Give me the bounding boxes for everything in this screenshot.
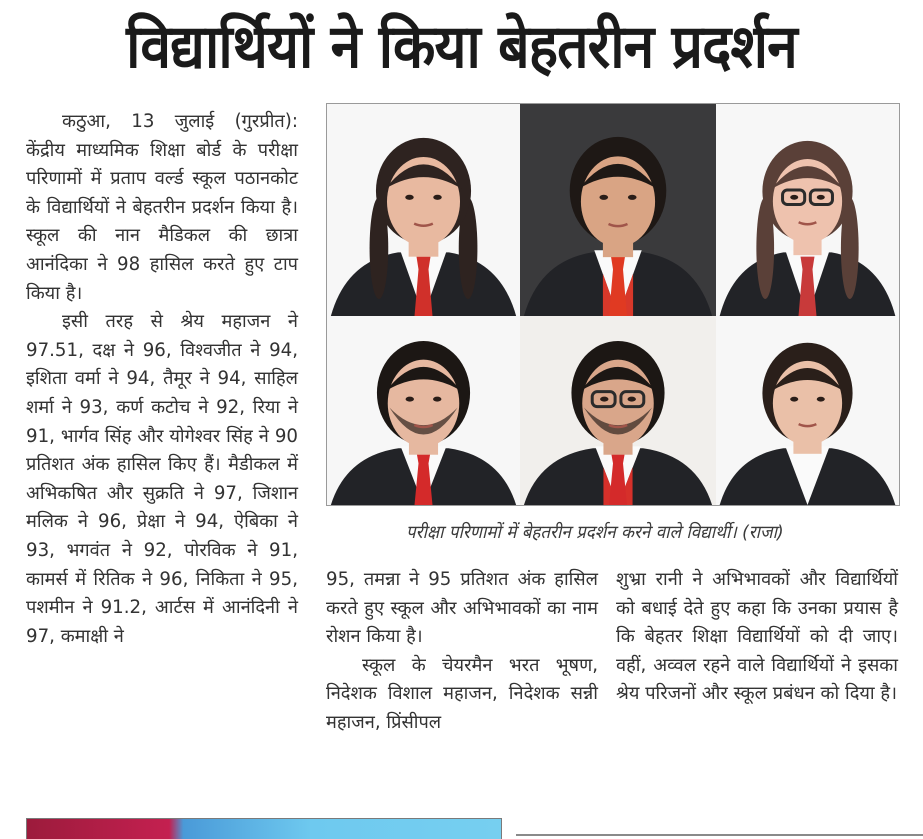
student-photo — [327, 316, 520, 505]
student-photo — [520, 316, 716, 505]
article-paragraph: स्कूल के चेयरमैन भरत भूषण, निदेशक विशाल महाजन, निदेशक सन्नी महाजन, प्रिंसीपल — [326, 654, 598, 733]
next-article-image-strip — [26, 818, 502, 839]
article-column-middle — [326, 566, 598, 738]
student-photo — [716, 316, 899, 505]
student-photo — [520, 104, 716, 316]
article-paragraph: शुभ्रा रानी ने अभिभावकों और विद्यार्थियों को बधाई देते हुए कहा कि उनका प्रयास है कि बेहतर शिक्षा विद्यार्थियों को दी जाए। वहीं, अव्वल रहने वाले विद्यार्थियों ने इसका श्रेय परिजनों और स्कूल प्रबंधन को दिया है। — [616, 569, 898, 705]
article-column-left — [26, 108, 298, 651]
article-paragraph: इसी तरह से श्रेय महाजन ने 97.51, दक्ष ने 96, विश्वजीत ने 94, इशिता वर्मा ने 94, तैमूर ने 94, साहिल शर्मा ने 93, कर्ण कटोच ने 92, रिया ने 91, भार्गव सिंह और योगेश्वर सिंह ने 90 प्रतिशत अंक हासिल किए हैं। मैडीकल में अभिकषित और सुक्रति ने 97, जिशान मलिक ने 96, प्रेक्षा ने 94, ऐबिका ने 93, भगवंत ने 92, पोरविक ने 91, कामर्स में रितिक ने 96, निकिता ने 95, पशमीन ने 91.2, आर्टस में आनंदिनी ने 97, कमाक्षी ने — [26, 311, 298, 647]
headline: विद्यार्थियों ने किया बेहतरीन प्रदर्शन — [126, 12, 797, 82]
student-photo-grid — [326, 103, 900, 506]
article-paragraph: 95, तमन्ना ने 95 प्रतिशत अंक हासिल करते हुए स्कूल और अभिभावकों का नाम रोशन किया है। — [326, 569, 598, 648]
divider — [516, 834, 923, 836]
student-photo — [716, 104, 899, 316]
photo-caption: परीक्षा परिणामों में बेहतरीन प्रदर्शन करने वाले विद्यार्थी। (राजा) — [406, 522, 784, 543]
article-column-right — [616, 566, 898, 709]
dateline: कठुआ, 13 जुलाई (गुरप्रीत): केंद्रीय माध्यमिक शिक्षा बोर्ड के परीक्षा परिणामों में प्रताप वर्ल्ड स्कूल पठानकोट के विद्यार्थियों ने बेहतरीन प्रदर्शन किया है। स्कूल की नान मैडिकल की छात्रा आनंदिका ने 98 हासिल करते हुए टाप किया है। — [26, 111, 298, 304]
student-photo — [327, 104, 520, 316]
